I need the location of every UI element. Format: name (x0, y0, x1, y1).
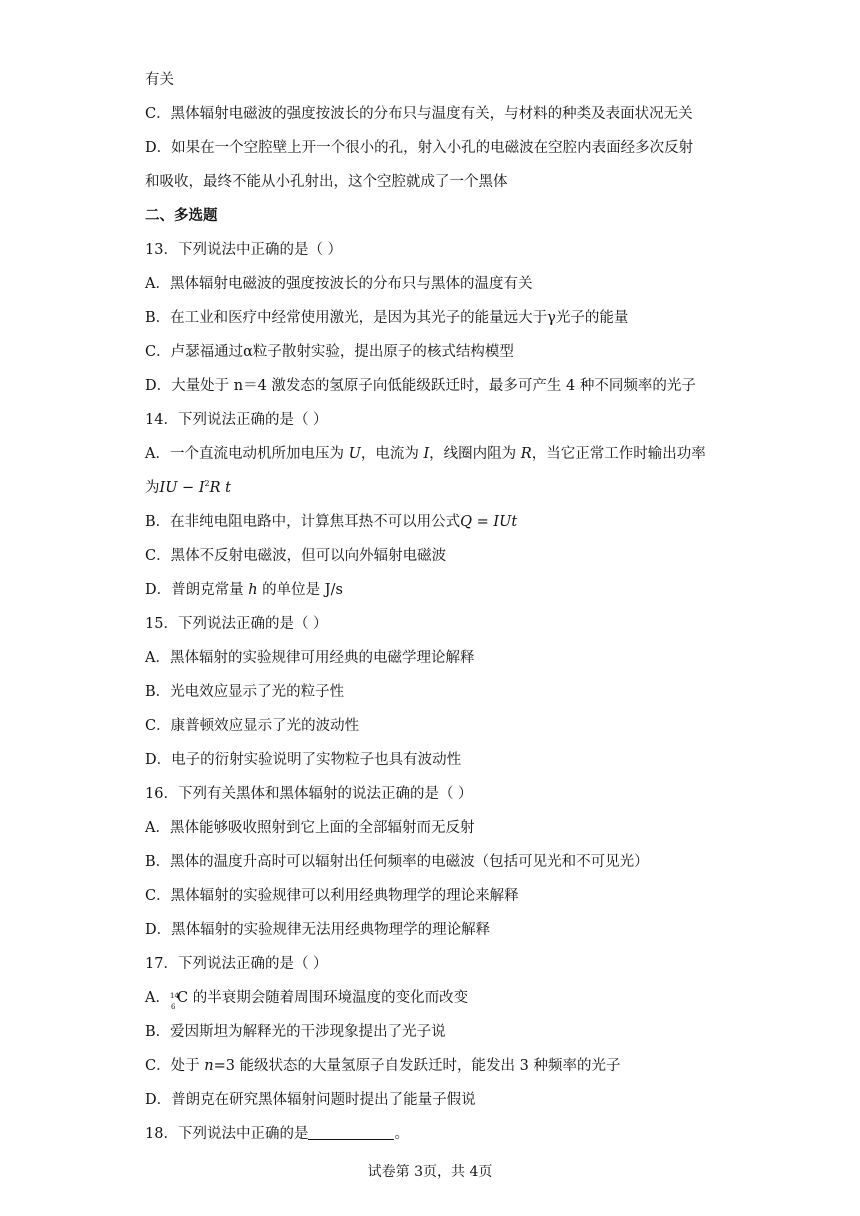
text-line: 和吸收，最终不能从小孔射出，这个空腔就成了一个黑体 (145, 174, 508, 190)
text: C．处于 (145, 1058, 205, 1074)
symbol-i: I (423, 446, 430, 462)
symbol-n: n (204, 1058, 214, 1074)
text: B．在非纯电阻电路中，计算焦耳热不可以用公式 (145, 514, 461, 530)
formula: IU − I (159, 480, 205, 496)
text: D．普朗克常量 (145, 582, 249, 598)
q16-option-b: B．黑体的温度升高时可以辐射出任何频率的电磁波（包括可见光和不可见光） (145, 854, 649, 870)
q15-option-c: C．康普顿效应显示了光的波动性 (145, 718, 360, 734)
q13-option-b: B．在工业和医疗中经常使用激光，是因为其光子的能量远大于γ光子的能量 (145, 310, 629, 326)
q13-option-a: A．黑体辐射电磁波的强度按波长的分布只与黑体的温度有关 (145, 276, 533, 292)
question-14: 14．下列说法正确的是（ ） (145, 412, 328, 428)
q15-option-a: A．黑体辐射的实验规律可用经典的电磁学理论解释 (145, 650, 475, 666)
symbol-u: U (348, 446, 361, 462)
text: 的单位是 J/s (257, 582, 343, 598)
question-18 (145, 1124, 409, 1144)
q17-option-a (145, 988, 469, 1011)
text: C 的半衰期会随着周围环境温度的变化而改变 (176, 990, 469, 1006)
answer-blank[interactable] (308, 1125, 394, 1140)
q17-option-c (145, 1056, 621, 1076)
superscript: 2 (204, 479, 210, 489)
text-line: 有关 (145, 72, 174, 88)
text: A．一个直流电动机所加电压为 (145, 446, 349, 462)
symbol-r: R (520, 446, 532, 462)
q17-option-b: B．爱因斯坦为解释光的干涉现象提出了光子说 (145, 1024, 446, 1040)
isotope-index (169, 990, 179, 1011)
text: 18．下列说法中正确的是 (145, 1126, 309, 1142)
text: =3 能级状态的大量氢原子自发跃迁时，能发出 3 种频率的光子 (213, 1058, 621, 1074)
q14-option-a (145, 444, 706, 464)
atomic-number: 6 (170, 1003, 176, 1011)
q13-option-d: D．大量处于 n＝4 激发态的氢原子向低能级跃迁时，最多可产生 4 种不同频率的光子 (145, 378, 696, 394)
q17-option-d: D．普朗克在研究黑体辐射问题时提出了能量子假说 (145, 1092, 476, 1108)
q16-option-c: C．黑体辐射的实验规律可以利用经典物理学的理论来解释 (145, 888, 519, 904)
question-17: 17．下列说法正确的是（ ） (145, 956, 328, 972)
q15-option-d: D．电子的衍射实验说明了实物粒子也具有波动性 (145, 752, 462, 768)
q14-option-c: C．黑体不反射电磁波，但可以向外辐射电磁波 (145, 548, 447, 564)
q16-option-d: D．黑体辐射的实验规律无法用经典物理学的理论解释 (145, 922, 491, 938)
question-16: 16．下列有关黑体和黑体辐射的说法正确的是（ ） (145, 786, 473, 802)
formula: Q = IUt (460, 514, 518, 530)
question-13: 13．下列说法中正确的是（ ） (145, 242, 343, 258)
question-15: 15．下列说法正确的是（ ） (145, 616, 328, 632)
text: 。 (394, 1126, 409, 1142)
option-c: C．黑体辐射电磁波的强度按波长的分布只与温度有关，与材料的种类及表面状况无关 (145, 106, 693, 122)
q15-option-b: B．光电效应显示了光的粒子性 (145, 684, 345, 700)
formula: R t (209, 480, 231, 496)
q13-option-c: C．卢瑟福通过α粒子散射实验，提出原子的核式结构模型 (145, 344, 514, 360)
q14-option-a-cont (145, 478, 231, 498)
page-footer: 试卷第 3页，共 4页 (367, 1164, 493, 1180)
section-heading: 二、多选题 (145, 208, 218, 224)
text: ，电流为 (360, 446, 424, 462)
option-d: D．如果在一个空腔壁上开一个很小的孔，射入小孔的电磁波在空腔内表面经多次反射 (145, 140, 694, 156)
mass-number: 14 (169, 992, 179, 1000)
text: ，线圈内阻为 (429, 446, 521, 462)
q14-option-b (145, 512, 517, 532)
q16-option-a: A．黑体能够吸收照射到它上面的全部辐射而无反射 (145, 820, 475, 836)
text: A． (145, 990, 170, 1006)
text: ，当它正常工作时输出功率 (531, 446, 706, 462)
q14-option-d (145, 580, 343, 600)
symbol-h: h (248, 582, 258, 598)
text: 为 (145, 480, 160, 496)
